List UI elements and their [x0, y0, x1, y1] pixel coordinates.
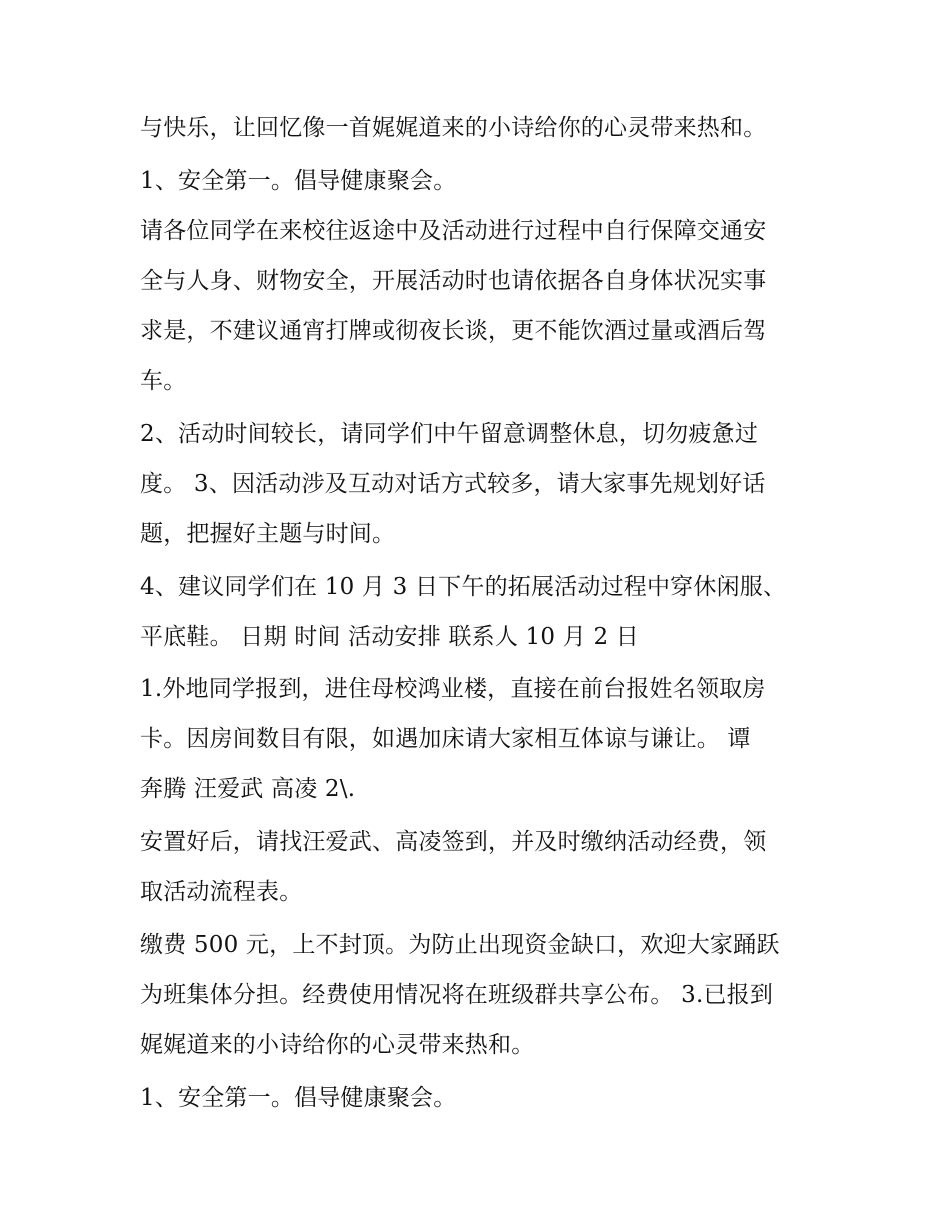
text-line: 车。	[140, 368, 187, 394]
text-line: 全与人身、财物安全，开展活动时也请依据各自身体状况实事	[140, 268, 767, 294]
text-line: 2、活动时间较长，请同学们中午留意调整休息，切勿疲惫过	[140, 421, 759, 447]
text-line: 安置好后，请找汪爱武、高凌签到，并及时缴纳活动经费，领	[140, 829, 767, 855]
text-line: 4、建议同学们在 10 月 3 日下午的拓展活动过程中穿休闲服、	[140, 574, 787, 600]
text-line: 取活动流程表。	[140, 879, 303, 905]
text-line: 度。 3、因活动涉及互动对话方式较多，请大家事先规划好话	[140, 471, 766, 497]
text-line: 卡。因房间数目有限，如遇加床请大家相互体谅与谦让。 谭	[140, 726, 751, 752]
text-line: 为班集体分担。经费使用情况将在班级群共享公布。 3.已报到	[140, 982, 774, 1008]
text-line: 1、安全第一。倡导健康聚会。	[140, 168, 457, 194]
text-line: 求是，不建议通宵打牌或彻夜长谈，更不能饮酒过量或酒后驾	[140, 318, 767, 344]
text-line: 娓娓道来的小诗给你的心灵带来热和。	[140, 1032, 535, 1058]
text-line: 平底鞋。 日期 时间 活动安排 联系人 10 月 2 日	[140, 624, 639, 650]
text-line: 缴费 500 元，上不封顶。为防止出现资金缺口，欢迎大家踊跃	[140, 932, 780, 958]
text-line: 题，把握好主题与时间。	[140, 521, 396, 547]
text-line: 与快乐，让回忆像一首娓娓道来的小诗给你的心灵带来热和。	[140, 115, 767, 141]
text-line: 1、安全第一。倡导健康聚会。	[140, 1085, 457, 1111]
text-line: 请各位同学在来校往返途中及活动进行过程中自行保障交通安	[140, 218, 767, 244]
text-line: 奔腾 汪爱武 高凌 2\.	[140, 776, 356, 802]
text-line: 1.外地同学报到，进住母校鸿业楼，直接在前台报姓名领取房	[140, 676, 766, 702]
